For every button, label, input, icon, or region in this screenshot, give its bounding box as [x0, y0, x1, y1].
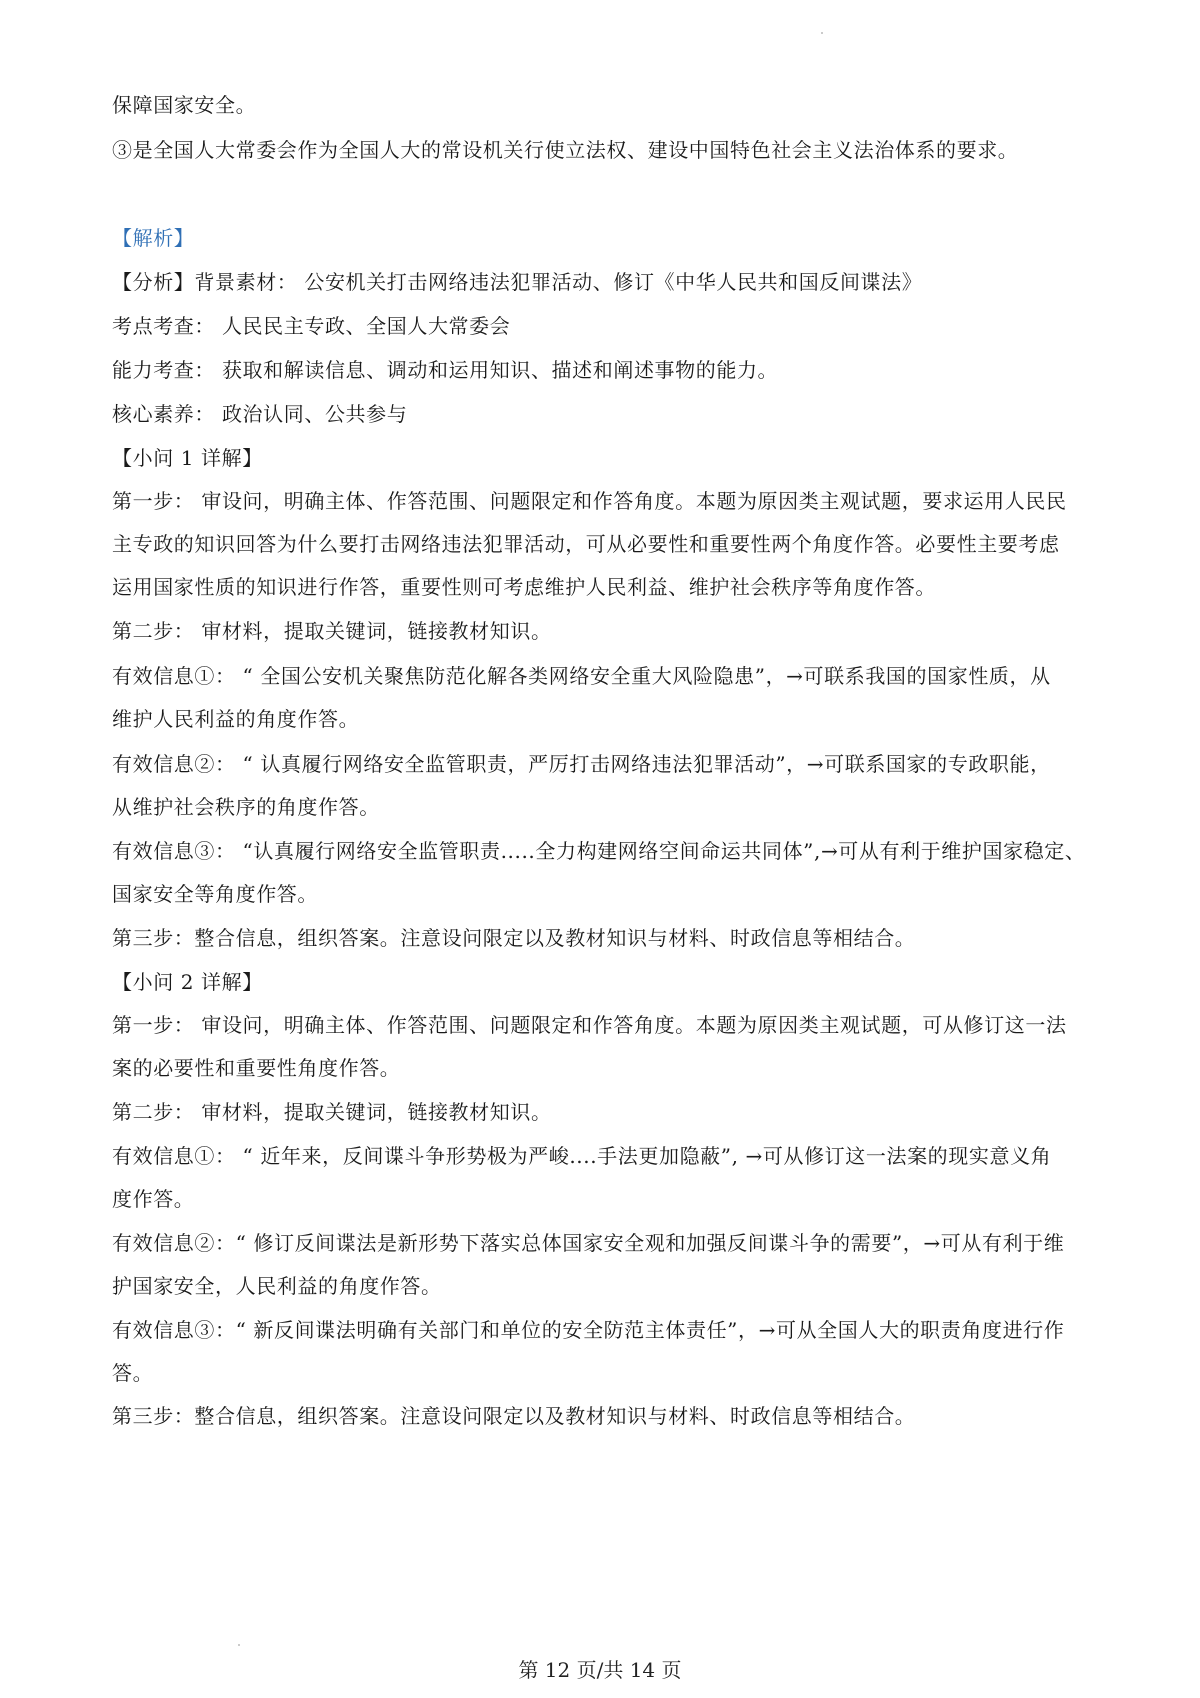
subheading-question-2: 【小问 2 详解】 — [112, 970, 263, 994]
text-line: 案的必要性和重要性角度作答。 — [112, 1056, 401, 1080]
text-line: 核心素养： 政治认同、公共参与 — [112, 402, 408, 426]
section-heading-analysis: 【解析】 — [112, 226, 195, 250]
text-line: 考点考查： 人民民主专政、全国人大常委会 — [112, 314, 511, 338]
text-line: 能力考查： 获取和解读信息、调动和运用知识、描述和阐述事物的能力。 — [112, 358, 779, 382]
text-line: 有效信息①： “ 全国公安机关聚焦防范化解各类网络安全重大风险隐患”，→可联系我国的国家性质，从 — [112, 664, 1051, 688]
subheading-question-1: 【小问 1 详解】 — [112, 446, 263, 470]
scan-speck — [238, 1644, 240, 1646]
text-line: 主专政的知识回答为什么要打击网络违法犯罪活动，可从必要性和重要性两个角度作答。必要性主要考虑 — [112, 532, 1060, 556]
text-line: 第二步： 审材料，提取关键词，链接教材知识。 — [112, 1100, 552, 1124]
text-line: 度作答。 — [112, 1187, 195, 1211]
text-line: 有效信息①： “ 近年来，反间谍斗争形势极为严峻....手法更加隐蔽”, →可从修订这一法案的现实意义角 — [112, 1144, 1052, 1168]
text-line: 有效信息③：“ 新反间谍法明确有关部门和单位的安全防范主体责任”，→可从全国人大的职责角度进行作 — [112, 1318, 1065, 1342]
text-line: 第三步：整合信息，组织答案。注意设问限定以及教材知识与材料、时政信息等相结合。 — [112, 926, 916, 950]
text-line: 答。 — [112, 1361, 154, 1385]
text-line: 有效信息②：“ 修订反间谍法是新形势下落实总体国家安全观和加强反间谍斗争的需要”，→可从有利于维 — [112, 1231, 1065, 1255]
page-number-footer: 第 12 页/共 14 页 — [518, 1658, 682, 1682]
scan-speck — [821, 32, 823, 34]
text-line: 运用国家性质的知识进行作答，重要性则可考虑维护人民利益、维护社会秩序等角度作答。 — [112, 575, 936, 599]
text-line: 有效信息③： “认真履行网络安全监管职责.....全力构建网络空间命运共同体”,→可从有利于维护国家稳定、 — [112, 839, 1086, 863]
text-line: 【分析】背景素材： 公安机关打击网络违法犯罪活动、修订《中华人民共和国反间谍法》 — [112, 270, 923, 294]
text-line: 第三步：整合信息，组织答案。注意设问限定以及教材知识与材料、时政信息等相结合。 — [112, 1404, 916, 1428]
text-line: 第一步： 审设问，明确主体、作答范围、问题限定和作答角度。本题为原因类主观试题，要求运用人民民 — [112, 489, 1067, 513]
text-line: 有效信息②： “ 认真履行网络安全监管职责，严厉打击网络违法犯罪活动”，→可联系国家的专政职能， — [112, 752, 1051, 776]
text-line: 第一步： 审设问，明确主体、作答范围、问题限定和作答角度。本题为原因类主观试题，可从修订这一法 — [112, 1013, 1067, 1037]
text-line: 从维护社会秩序的角度作答。 — [112, 795, 380, 819]
text-line: 国家安全等角度作答。 — [112, 882, 318, 906]
text-line: 护国家安全，人民利益的角度作答。 — [112, 1274, 442, 1298]
text-line: 维护人民利益的角度作答。 — [112, 707, 360, 731]
text-line: ③是全国人大常委会作为全国人大的常设机关行使立法权、建设中国特色社会主义法治体系的要求。 — [112, 138, 1019, 162]
text-line: 第二步： 审材料，提取关键词，链接教材知识。 — [112, 619, 552, 643]
text-line: 保障国家安全。 — [112, 93, 257, 117]
